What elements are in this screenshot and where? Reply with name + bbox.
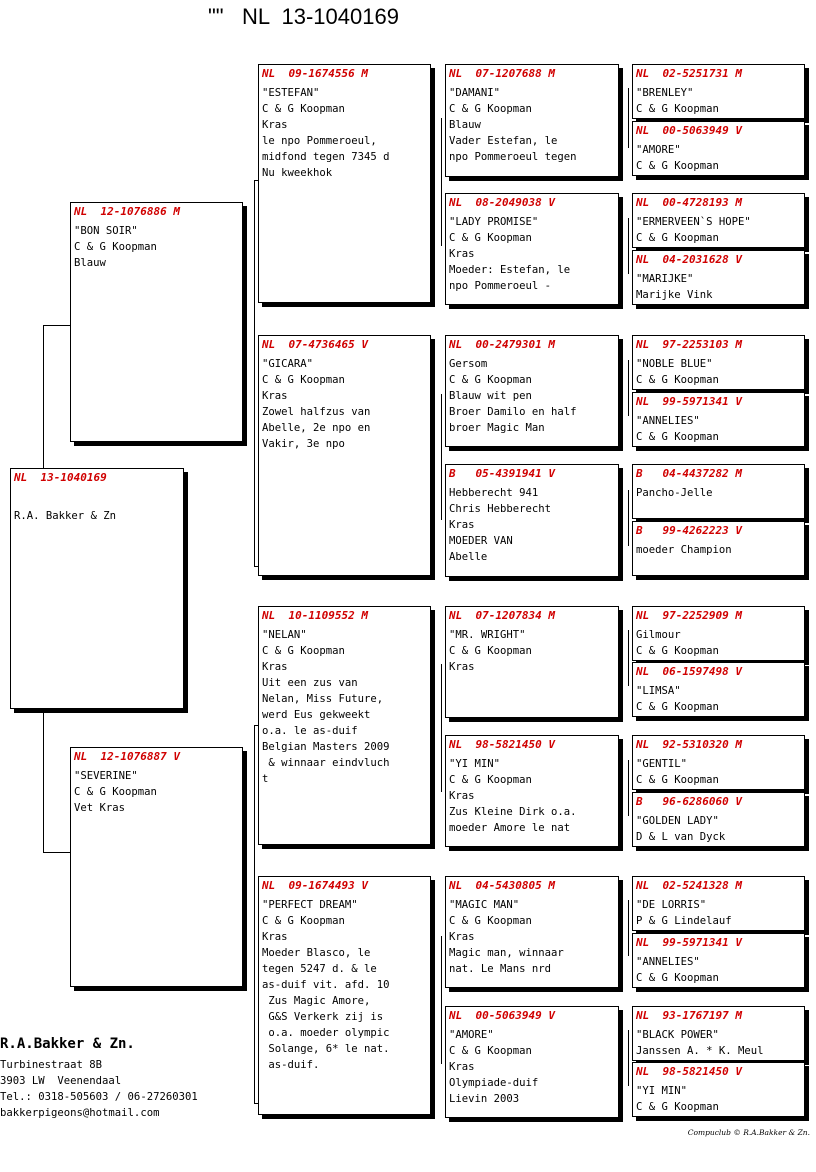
ring-number: NL 00-5063949 V bbox=[636, 124, 742, 137]
great-grandparent-card[interactable] bbox=[445, 64, 619, 177]
ancestor-card[interactable] bbox=[632, 193, 805, 248]
ancestor-details: "GENTIL" C & G Koopman bbox=[636, 758, 719, 786]
ancestor-card[interactable] bbox=[632, 792, 805, 847]
subject-card[interactable] bbox=[10, 468, 184, 709]
ring-number: NL 06-1597498 V bbox=[636, 665, 742, 678]
connector-line bbox=[441, 118, 442, 246]
sire-details: "BON SOIR" C & G Koopman Blauw bbox=[74, 225, 157, 269]
ancestor-card[interactable] bbox=[632, 933, 805, 988]
ring-number: NL 99-5971341 V bbox=[636, 936, 742, 949]
ring-number: NL 12-1076886 M bbox=[74, 205, 180, 218]
ring-number: NL 12-1076887 V bbox=[74, 750, 180, 763]
grandparent-card[interactable] bbox=[258, 876, 431, 1115]
connector-line bbox=[628, 900, 629, 956]
ring-number: NL 04-2031628 V bbox=[636, 253, 742, 266]
grandparent-details: "NELAN" C & G Koopman Kras Uit een zus van Nelan, Miss Future, werd Eus gekweekt o.a. le as-duif Belgian Masters 2009 & winnaar eindvluch t bbox=[262, 629, 390, 785]
ancestor-card[interactable] bbox=[632, 876, 805, 931]
footer-credit: Compuclub © R.A.Bakker & Zn. bbox=[687, 1128, 810, 1137]
ancestor-details: "DE LORRIS" P & G Lindelauf bbox=[636, 899, 732, 927]
great-grandparent-card[interactable] bbox=[445, 606, 619, 718]
ring-number: NL 93-1767197 M bbox=[636, 1009, 742, 1022]
ring-number: B 05-4391941 V bbox=[449, 467, 555, 480]
ring-number: NL 00-4728193 M bbox=[636, 196, 742, 209]
ring-number: NL 08-2049038 V bbox=[449, 196, 555, 209]
connector-line bbox=[628, 490, 629, 546]
ancestor-details: "ANNELIES" C & G Koopman bbox=[636, 956, 719, 984]
ancestor-card[interactable] bbox=[632, 1062, 805, 1117]
connector-line bbox=[628, 760, 629, 816]
ring-number: B 96-6286060 V bbox=[636, 795, 742, 808]
connector-line bbox=[628, 360, 629, 416]
great-grandparent-details: Hebberecht 941 Chris Hebberecht Kras MOEDER VAN Abelle bbox=[449, 487, 552, 563]
great-grandparent-card[interactable] bbox=[445, 335, 619, 447]
ancestor-card[interactable] bbox=[632, 250, 805, 305]
owner-address: Turbinestraat 8B bbox=[0, 1059, 103, 1071]
connector-line bbox=[43, 325, 71, 326]
ring-number: NL 09-1674556 M bbox=[262, 67, 368, 80]
connector-line bbox=[441, 664, 442, 792]
ancestor-card[interactable] bbox=[632, 64, 805, 119]
dam-details: "SEVERINE" C & G Koopman Vet Kras bbox=[74, 770, 157, 814]
connector-line bbox=[254, 180, 255, 566]
grandparent-card[interactable] bbox=[258, 64, 431, 303]
ring-number: B 04-4437282 M bbox=[636, 467, 742, 480]
ancestor-details: "GOLDEN LADY" D & L van Dyck bbox=[636, 815, 726, 843]
owner-city: 3903 LW Veenendaal bbox=[0, 1075, 122, 1087]
pedigree-title: "" NL 13-1040169 bbox=[208, 4, 399, 29]
connector-line bbox=[441, 936, 442, 1064]
ring-number: NL 07-4736465 V bbox=[262, 338, 368, 351]
connector-line bbox=[43, 712, 44, 852]
ancestor-details: "BLACK POWER" Janssen A. * K. Meul bbox=[636, 1029, 764, 1057]
great-grandparent-card[interactable] bbox=[445, 1006, 619, 1118]
connector-line bbox=[628, 88, 629, 148]
owner-info bbox=[0, 1034, 198, 1121]
ring-number: NL 98-5821450 V bbox=[449, 738, 555, 751]
connector-line bbox=[254, 725, 255, 1103]
ancestor-details: "AMORE" C & G Koopman bbox=[636, 144, 719, 172]
grandparent-card[interactable] bbox=[258, 335, 431, 576]
great-grandparent-details: Gersom C & G Koopman Blauw wit pen Broer Damilo en half broer Magic Man bbox=[449, 358, 577, 434]
ring-number: NL 99-5971341 V bbox=[636, 395, 742, 408]
owner-phone: Tel.: 0318-505603 / 06-27260301 bbox=[0, 1091, 198, 1103]
ancestor-details: "NOBLE BLUE" C & G Koopman bbox=[636, 358, 719, 386]
connector-line bbox=[441, 394, 442, 520]
connector-line bbox=[43, 852, 71, 853]
ring-number: NL 13-1040169 bbox=[14, 471, 107, 484]
connector-line bbox=[43, 325, 44, 469]
ancestor-card[interactable] bbox=[632, 1006, 805, 1061]
ancestor-details: moeder Champion bbox=[636, 544, 732, 556]
ancestor-card[interactable] bbox=[632, 521, 805, 576]
ancestor-card[interactable] bbox=[632, 464, 805, 519]
ring-number: NL 10-1109552 M bbox=[262, 609, 368, 622]
ring-number: NL 07-1207688 M bbox=[449, 67, 555, 80]
ancestor-details: Gilmour C & G Koopman bbox=[636, 629, 719, 657]
ancestor-details: "LIMSA" C & G Koopman bbox=[636, 685, 719, 713]
great-grandparent-details: "DAMANI" C & G Koopman Blauw Vader Estefan, le npo Pommeroeul tegen bbox=[449, 87, 577, 163]
connector-line bbox=[628, 1030, 629, 1086]
ancestor-details: "ERMERVEEN`S HOPE" C & G Koopman bbox=[636, 216, 751, 244]
ring-number: NL 00-5063949 V bbox=[449, 1009, 555, 1022]
sire-card[interactable] bbox=[70, 202, 243, 442]
ancestor-card[interactable] bbox=[632, 121, 805, 176]
great-grandparent-details: "YI MIN" C & G Koopman Kras Zus Kleine Dirk o.a. moeder Amore le nat bbox=[449, 758, 577, 834]
ring-number: NL 98-5821450 V bbox=[636, 1065, 742, 1078]
ring-number: NL 07-1207834 M bbox=[449, 609, 555, 622]
ring-number: NL 97-2252909 M bbox=[636, 609, 742, 622]
grandparent-details: "ESTEFAN" C & G Koopman Kras le npo Pommeroeul, midfond tegen 7345 d Nu kweekhok bbox=[262, 87, 390, 179]
great-grandparent-card[interactable] bbox=[445, 876, 619, 988]
ring-number: NL 92-5310320 M bbox=[636, 738, 742, 751]
connector-line bbox=[628, 630, 629, 686]
ancestor-details: "YI MIN" C & G Koopman bbox=[636, 1085, 719, 1113]
great-grandparent-details: "MR. WRIGHT" C & G Koopman Kras bbox=[449, 629, 532, 673]
ancestor-details: "MARIJKE" Marijke Vink bbox=[636, 273, 713, 301]
ring-number: NL 02-5241328 M bbox=[636, 879, 742, 892]
great-grandparent-details: "MAGIC MAN" C & G Koopman Kras Magic man, winnaar nat. Le Mans nrd bbox=[449, 899, 564, 975]
ring-number: NL 04-5430805 M bbox=[449, 879, 555, 892]
ancestor-card[interactable] bbox=[632, 735, 805, 790]
ancestor-card[interactable] bbox=[632, 335, 805, 390]
ring-number: NL 02-5251731 M bbox=[636, 67, 742, 80]
great-grandparent-card[interactable] bbox=[445, 464, 619, 577]
connector-line bbox=[628, 218, 629, 274]
great-grandparent-card[interactable] bbox=[445, 193, 619, 305]
grandparent-card[interactable] bbox=[258, 606, 431, 845]
owner-email[interactable]: bakkerpigeons@hotmail.com bbox=[0, 1107, 160, 1119]
grandparent-details: "GICARA" C & G Koopman Kras Zowel halfzus van Abelle, 2e npo en Vakir, 3e npo bbox=[262, 358, 371, 450]
ring-number: NL 00-2479301 M bbox=[449, 338, 555, 351]
ancestor-details: "ANNELIES" C & G Koopman bbox=[636, 415, 719, 443]
ancestor-card[interactable] bbox=[632, 392, 805, 447]
ring-number: NL 09-1674493 V bbox=[262, 879, 368, 892]
owner-name: R.A.Bakker & Zn. bbox=[0, 1036, 135, 1052]
dam-card[interactable] bbox=[70, 747, 243, 987]
great-grandparent-details: "LADY PROMISE" C & G Koopman Kras Moeder: Estefan, le npo Pommeroeul - bbox=[449, 216, 571, 292]
ancestor-details: Pancho-Jelle bbox=[636, 487, 713, 499]
great-grandparent-card[interactable] bbox=[445, 735, 619, 847]
ancestor-card[interactable] bbox=[632, 662, 805, 717]
subject-details: R.A. Bakker & Zn bbox=[14, 510, 117, 522]
ring-number: NL 97-2253103 M bbox=[636, 338, 742, 351]
ancestor-details: "BRENLEY" C & G Koopman bbox=[636, 87, 719, 115]
grandparent-details: "PERFECT DREAM" C & G Koopman Kras Moeder Blasco, le tegen 5247 d. & le as-duif vit. afd. 10 Zus Magic Amore, G&S Verkerk zij is o.a. moeder olympic Solange, 6* le nat. as-duif. bbox=[262, 899, 390, 1071]
ring-number: B 99-4262223 V bbox=[636, 524, 742, 537]
ancestor-card[interactable] bbox=[632, 606, 805, 661]
great-grandparent-details: "AMORE" C & G Koopman Kras Olympiade-duif Lievin 2003 bbox=[449, 1029, 539, 1105]
